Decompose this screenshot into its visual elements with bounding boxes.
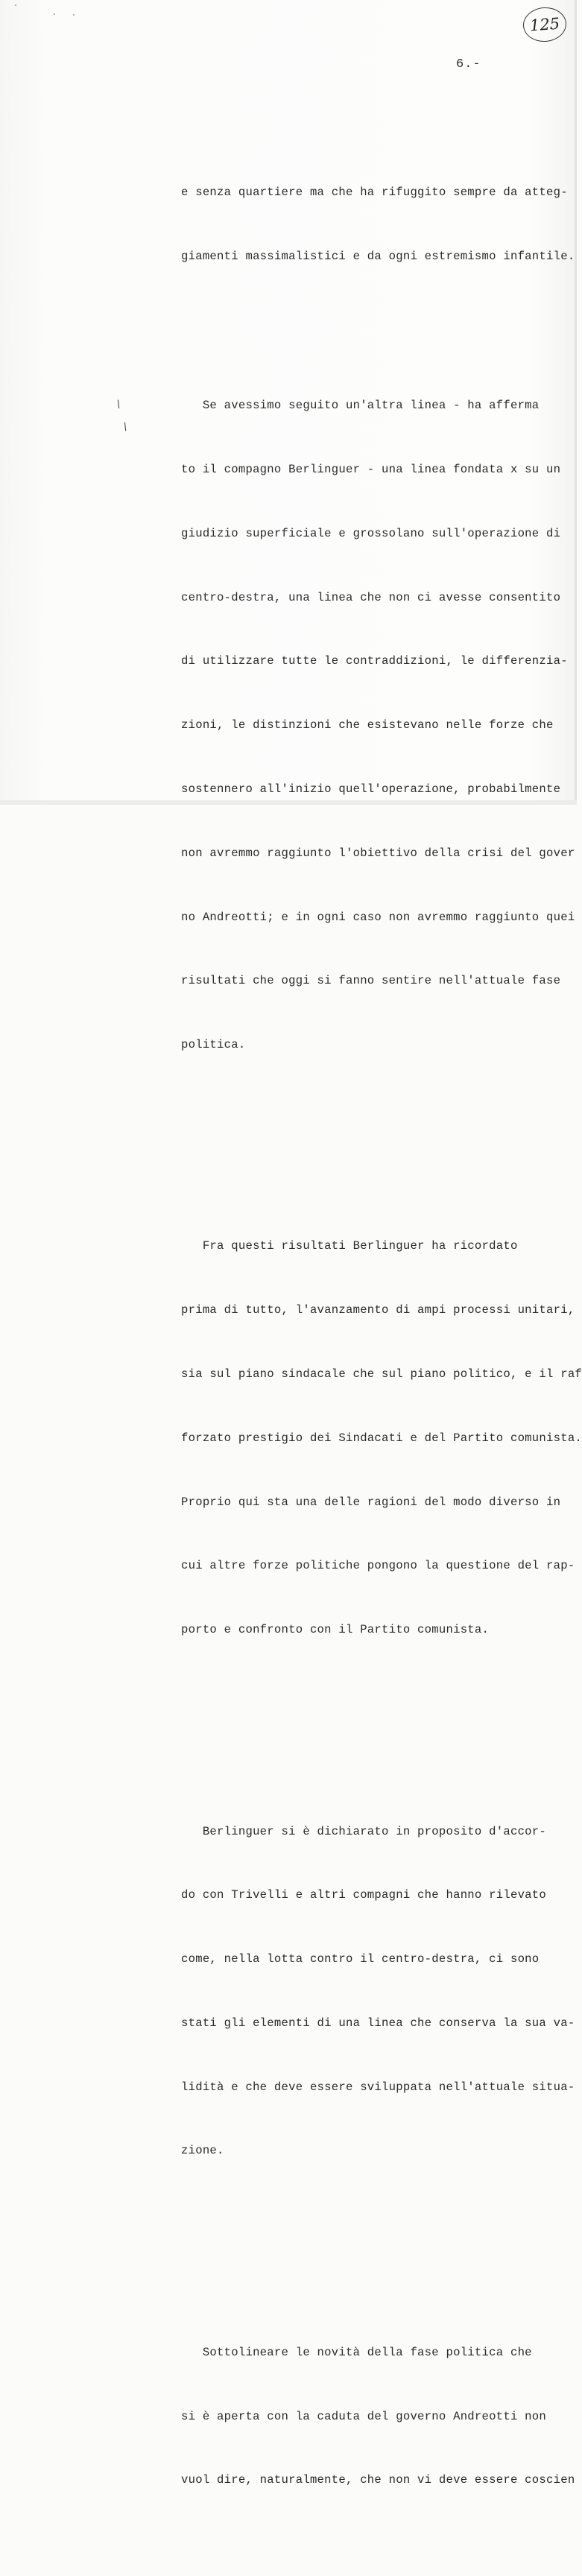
margin-mark: /: [120, 421, 133, 434]
text-line: non avremmo raggiunto l'obiettivo della crisi del gover: [181, 846, 575, 860]
text-line: do con Trivelli e altri compagni che hanno rilevato: [181, 1888, 546, 1902]
text-line: no Andreotti; e in ogni caso non avremmo raggiunto quei: [181, 910, 575, 924]
margin-mark: /: [113, 399, 126, 412]
paragraph: [181, 1193, 582, 1683]
text-line: Fra questi risultati Berlinguer ha ricordato: [181, 1239, 518, 1253]
paragraph: [181, 1778, 578, 2204]
stamp-number: 125: [529, 14, 560, 35]
text-line: stati gli elementi di una linea che conserva la sua va-: [181, 2016, 575, 2030]
text-line: giudizio superficiale e grossolano sull'operazione di: [181, 526, 561, 540]
archive-stamp: [522, 6, 567, 43]
text-line: zione.: [181, 2144, 224, 2158]
text-line: cui altre forze politiche pongono la questione del rap-: [181, 1559, 575, 1573]
text-line: politica.: [181, 1038, 246, 1052]
text-line: porto e confronto con il Partito comunista.: [181, 1623, 490, 1637]
text-line: sia sul piano sindacale che sul piano politico, e il raf: [181, 1367, 582, 1382]
paragraph: [181, 352, 578, 1098]
text-line: Berlinguer si è dichiarato in proposito d'accor-: [181, 1824, 546, 1838]
text-line: come, nella lotta contro il centro-destra, ci sono: [181, 1952, 540, 1966]
text-line: Sottolineare le novità della fase politica che: [181, 2345, 532, 2359]
paragraph: [181, 2300, 578, 2534]
text-line: zioni, le distinzioni che esistevano nelle forze che: [181, 718, 554, 732]
text-line: Se avessimo seguito un'altra linea - ha afferma: [181, 399, 540, 413]
text-line: sostennero all'inizio quell'operazione, probabilmente: [181, 782, 561, 796]
text-line: lidità e che deve essere sviluppata nell'attuale situa-: [181, 2080, 575, 2094]
scan-speck: [54, 13, 55, 15]
text-line: Proprio qui sta una delle ragioni del modo diverso in: [181, 1495, 561, 1509]
body-text: [181, 97, 582, 2576]
text-line: si è aperta con la caduta del governo Andreotti non: [181, 2409, 546, 2423]
scan-speck: [15, 4, 16, 6]
text-line: centro-destra, una linea che non ci avesse consentito: [181, 590, 561, 604]
text-line: forzato prestigio dei Sindacati e del Partito comunista.: [181, 1431, 582, 1445]
text-line: e senza quartiere ma che ha rifuggito sempre da atteg-: [181, 186, 568, 200]
scan-speck: [73, 14, 75, 16]
text-line: prima di tutto, l'avanzamento di ampi processi unitari,: [181, 1303, 575, 1317]
text-line: giamenti massimalistici e da ogni estremismo infantile.: [181, 250, 575, 264]
text-line: risultati che oggi si fanno sentire nell'attuale fase: [181, 974, 561, 988]
page-number: 6.-: [456, 57, 481, 72]
text-line: to il compagno Berlinguer - una linea fondata x su un: [181, 463, 561, 477]
paragraph: [181, 139, 578, 310]
text-line: vuol dire, naturalmente, che non vi deve essere coscien: [181, 2473, 575, 2487]
text-line: di utilizzare tutte le contraddizioni, le differenzia-: [181, 654, 568, 668]
